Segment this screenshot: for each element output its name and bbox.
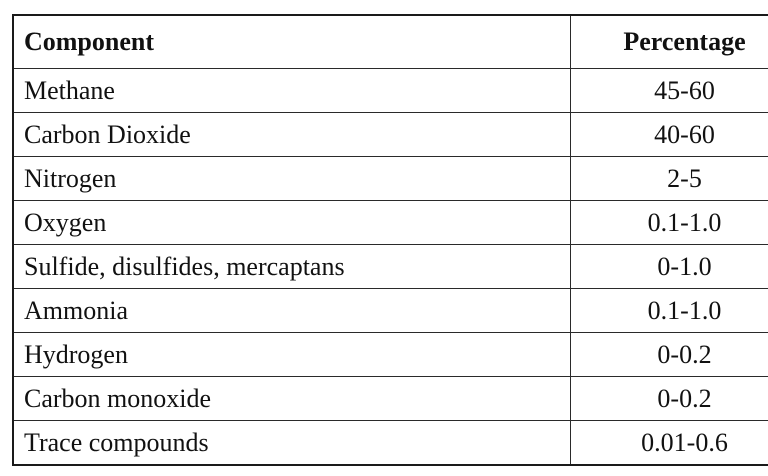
component-cell: Nitrogen: [13, 157, 571, 201]
table-row: [13, 377, 768, 421]
table-row: [13, 333, 768, 377]
percentage-cell: 0.01-0.6: [571, 421, 768, 466]
table-row: [13, 69, 768, 113]
table-row: [13, 113, 768, 157]
percentage-cell: 0.1-1.0: [571, 201, 768, 245]
percentage-cell: 0-0.2: [571, 333, 768, 377]
component-cell: Ammonia: [13, 289, 571, 333]
percentage-cell: 0-1.0: [571, 245, 768, 289]
percentage-cell: 45-60: [571, 69, 768, 113]
percentage-cell: 2-5: [571, 157, 768, 201]
table-row: [13, 201, 768, 245]
composition-table-container: [12, 14, 755, 466]
component-cell: Trace compounds: [13, 421, 571, 466]
component-cell: Sulfide, disulfides, mercaptans: [13, 245, 571, 289]
table-body: [13, 69, 768, 466]
table-row: [13, 245, 768, 289]
header-row: [13, 15, 768, 69]
composition-table: [12, 14, 768, 466]
component-cell: Carbon monoxide: [13, 377, 571, 421]
table-row: [13, 157, 768, 201]
column-header-percentage: Percentage: [571, 15, 768, 69]
component-cell: Hydrogen: [13, 333, 571, 377]
table-row: [13, 289, 768, 333]
percentage-cell: 0.1-1.0: [571, 289, 768, 333]
component-cell: Methane: [13, 69, 571, 113]
table-row: [13, 421, 768, 466]
percentage-cell: 0-0.2: [571, 377, 768, 421]
component-cell: Oxygen: [13, 201, 571, 245]
component-cell: Carbon Dioxide: [13, 113, 571, 157]
table-header: [13, 15, 768, 69]
column-header-component: Component: [13, 15, 571, 69]
percentage-cell: 40-60: [571, 113, 768, 157]
